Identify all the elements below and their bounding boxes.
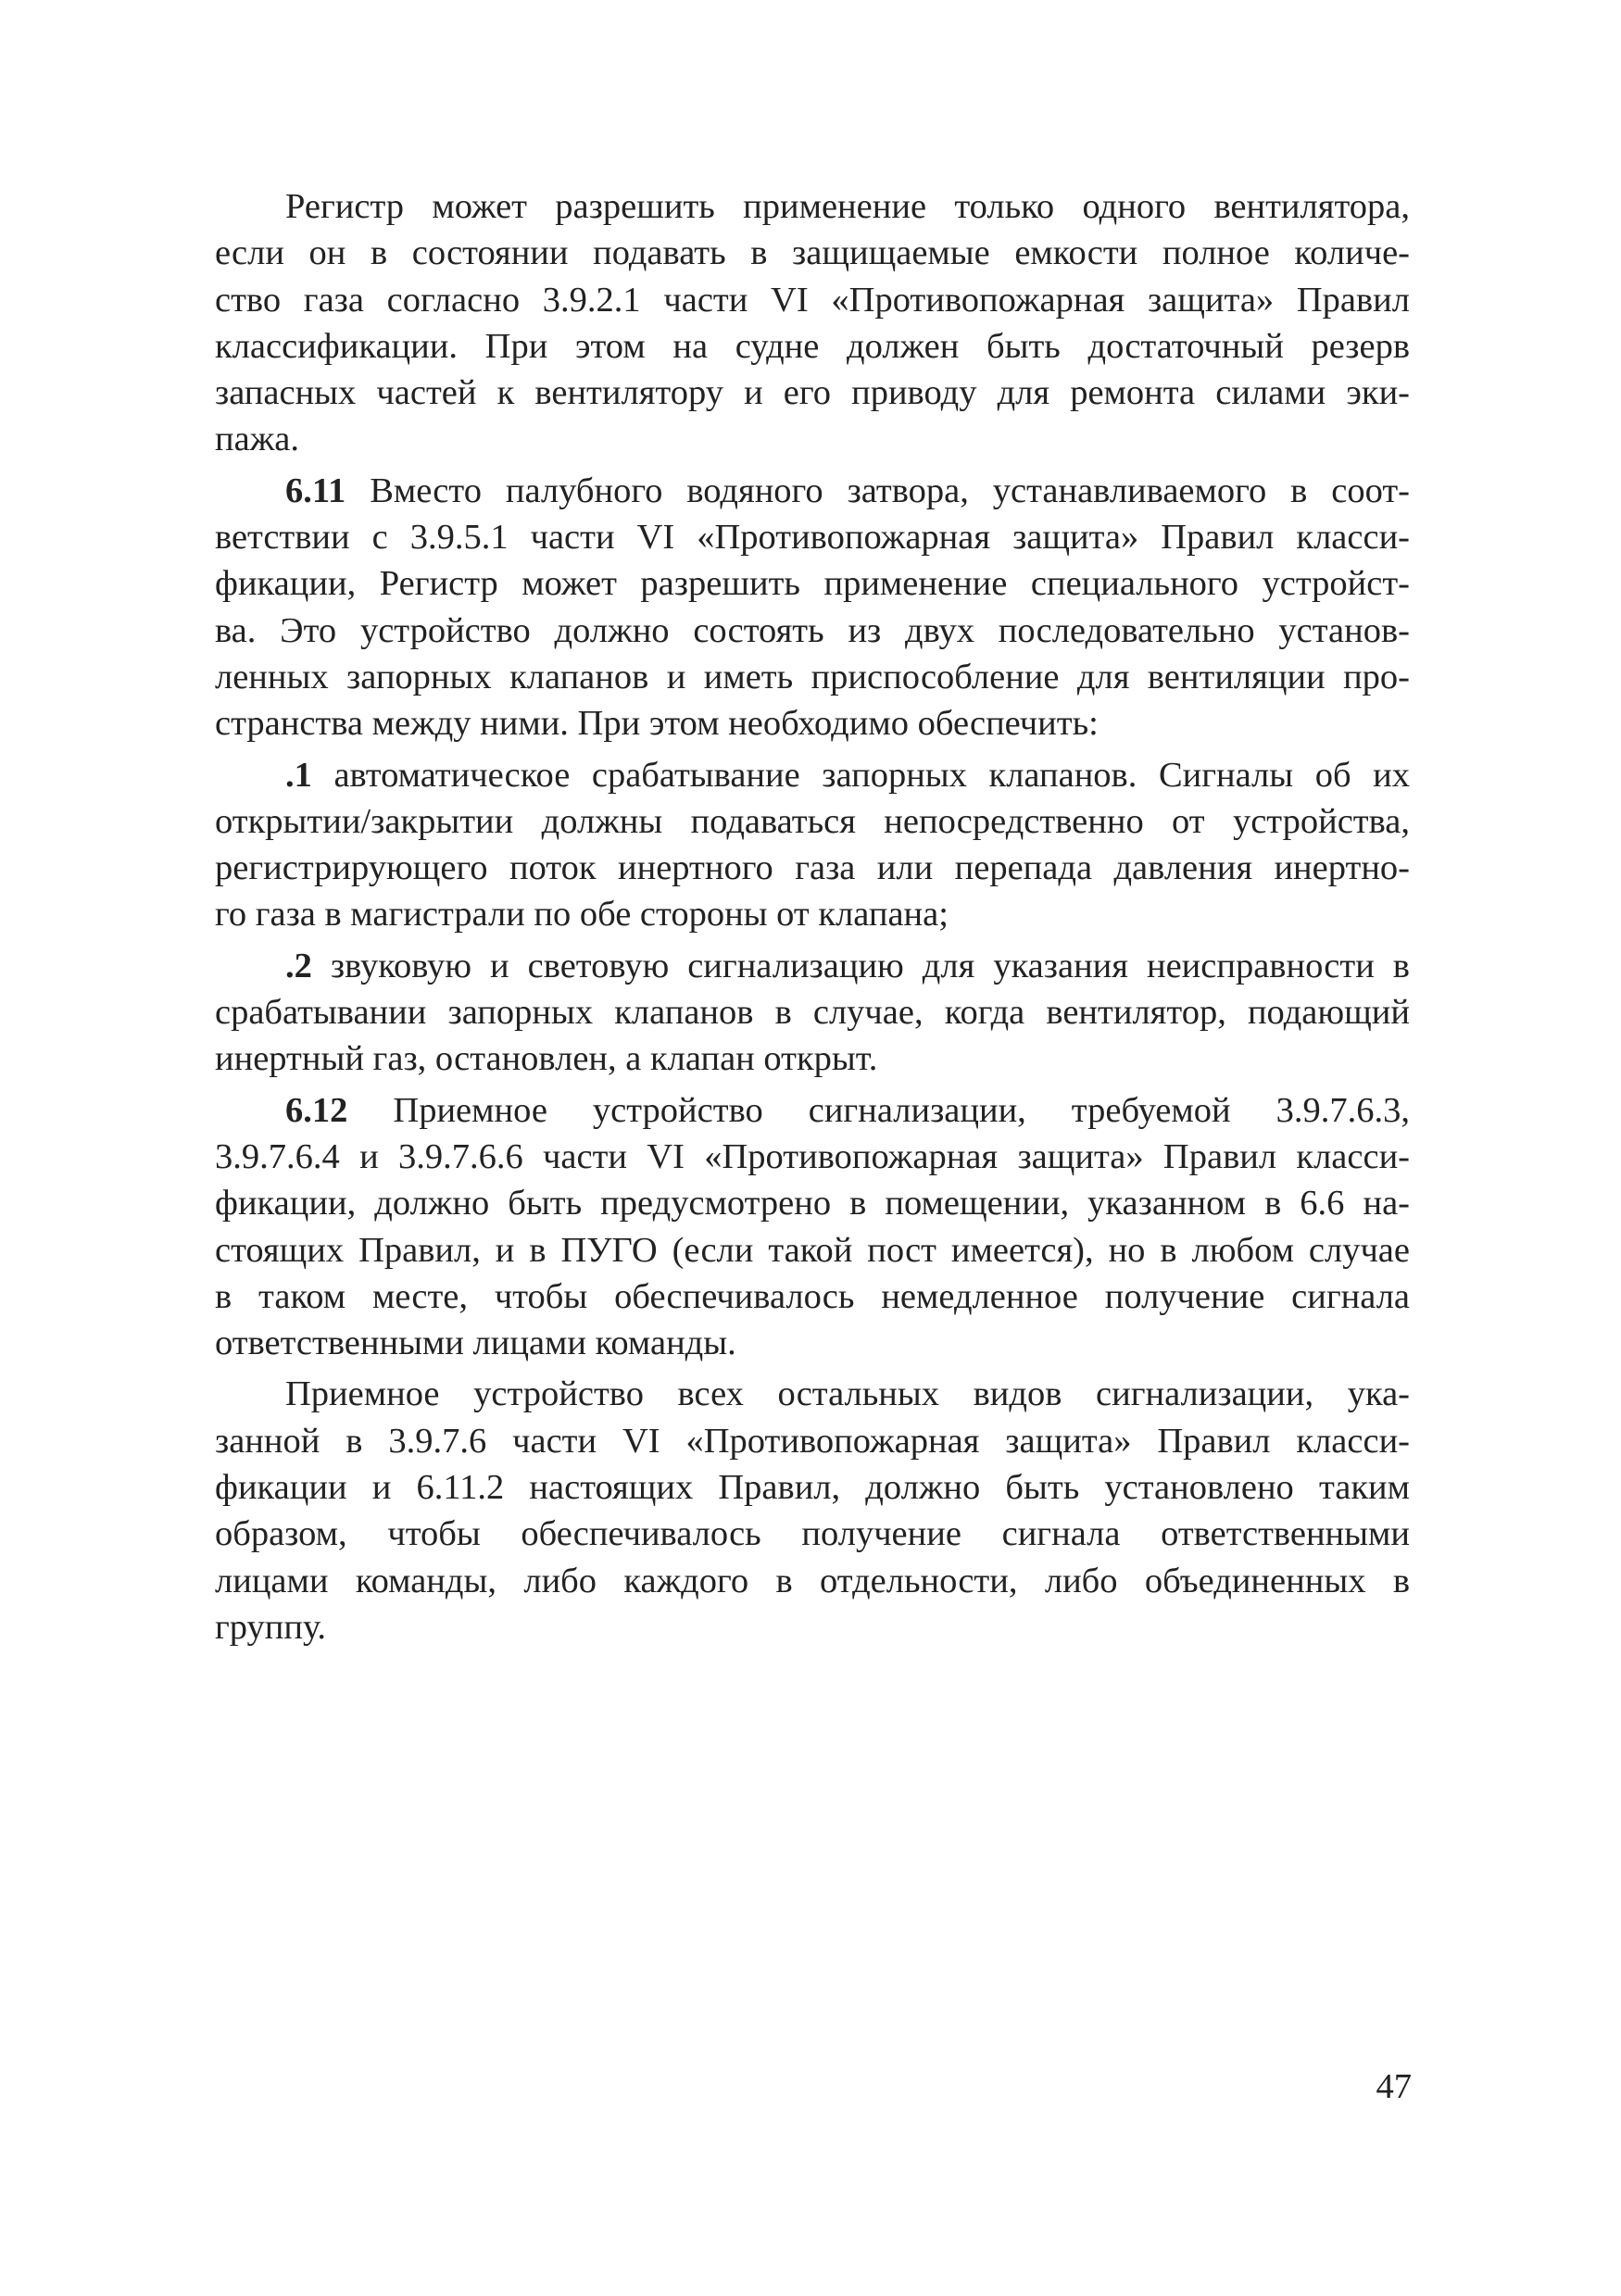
text-line: лицами команды, либо каждого в отдельности, либо объединенных в: [215, 1561, 1410, 1600]
text-line: ветствии с 3.9.5.1 части VI «Противопожарная защита» Правил класси-: [215, 518, 1410, 558]
text-line: Приемное устройство всех остальных видов сигнализации, ука-: [285, 1374, 1410, 1414]
text-line: ство газа согласно 3.9.2.1 части VI «Противопожарная защита» Правил: [215, 280, 1410, 320]
text-line: пажа.: [215, 420, 300, 459]
text-line: странства между ними. При этом необходимо обеспечить:: [215, 704, 1099, 744]
text-line: срабатывании запорных клапанов в случае, когда вентилятор, подающий: [215, 993, 1410, 1033]
text-line: го газа в магистрали по обе стороны от клапана;: [215, 895, 949, 935]
page-number: 47: [1376, 2067, 1412, 2106]
text-line: стоящих Правил, и в ПУГО (если такой пост имеется), но в любом случае: [215, 1230, 1410, 1270]
text-line: классификации. При этом на судне должен быть достаточный резерв: [215, 326, 1410, 366]
item-number: .2: [285, 946, 312, 985]
text-line: в таком месте, чтобы обеспечивалось немедленное получение сигнала: [215, 1276, 1410, 1316]
text-line: регистрирующего поток инертного газа или перепада давления инертно-: [215, 848, 1410, 888]
section-number: 6.11: [285, 470, 346, 510]
text-line: .1 автоматическое срабатывание запорных клапанов. Сигналы об их: [285, 755, 1410, 795]
text-line: Регистр может разрешить применение только одного вентилятора,: [285, 187, 1410, 226]
paragraph: [215, 1371, 1410, 1650]
text-line: инертный газ, остановлен, а клапан открыт.: [215, 1039, 878, 1079]
text-line: ва. Это устройство должно состоять из двух последовательно установ-: [215, 610, 1410, 650]
list-item-1: [215, 752, 1410, 938]
text-line: занной в 3.9.7.6 части VI «Противопожарная защита» Правил класси-: [215, 1421, 1410, 1461]
text-line: 3.9.7.6.4 и 3.9.7.6.6 части VI «Противопожарная защита» Правил класси-: [215, 1136, 1410, 1176]
item-number: .1: [285, 755, 312, 795]
text-line: открытии/закрытии должны подаваться непосредственно от устройства,: [215, 801, 1410, 841]
text-line: .2 звуковую и световую сигнализацию для указания неисправности в: [285, 946, 1410, 985]
text-line: фикации, Регистр может разрешить применение специального устройст-: [215, 564, 1410, 604]
section-number: 6.12: [285, 1090, 348, 1130]
text-line: ответственными лицами команды.: [215, 1324, 736, 1363]
text-line: запасных частей к вентилятору и его приводу для ремонта силами эки-: [215, 373, 1410, 413]
text-line: 6.11 Вместо палубного водяного затвора, устанавливаемого в соот-: [285, 470, 1410, 510]
list-item-2: [215, 943, 1410, 1083]
text-line: фикации, должно быть предусмотрено в помещении, указанном в 6.6 на-: [215, 1184, 1410, 1223]
text-line: группу.: [215, 1607, 327, 1647]
text-line: образом, чтобы обеспечивалось получение сигнала ответственными: [215, 1514, 1410, 1554]
text-line: фикации и 6.11.2 настоящих Правил, должно быть установлено таким: [215, 1468, 1410, 1508]
paragraph-6-11: [215, 468, 1410, 747]
text-line: если он в состоянии подавать в защищаемые емкости полное количе-: [215, 233, 1410, 273]
text-line: ленных запорных клапанов и иметь приспособление для вентиляции про-: [215, 657, 1410, 696]
text-line: 6.12 Приемное устройство сигнализации, требуемой 3.9.7.6.3,: [285, 1090, 1410, 1130]
paragraph: [215, 183, 1410, 463]
paragraph-6-12: [215, 1087, 1410, 1367]
body-text: [215, 183, 1410, 1650]
